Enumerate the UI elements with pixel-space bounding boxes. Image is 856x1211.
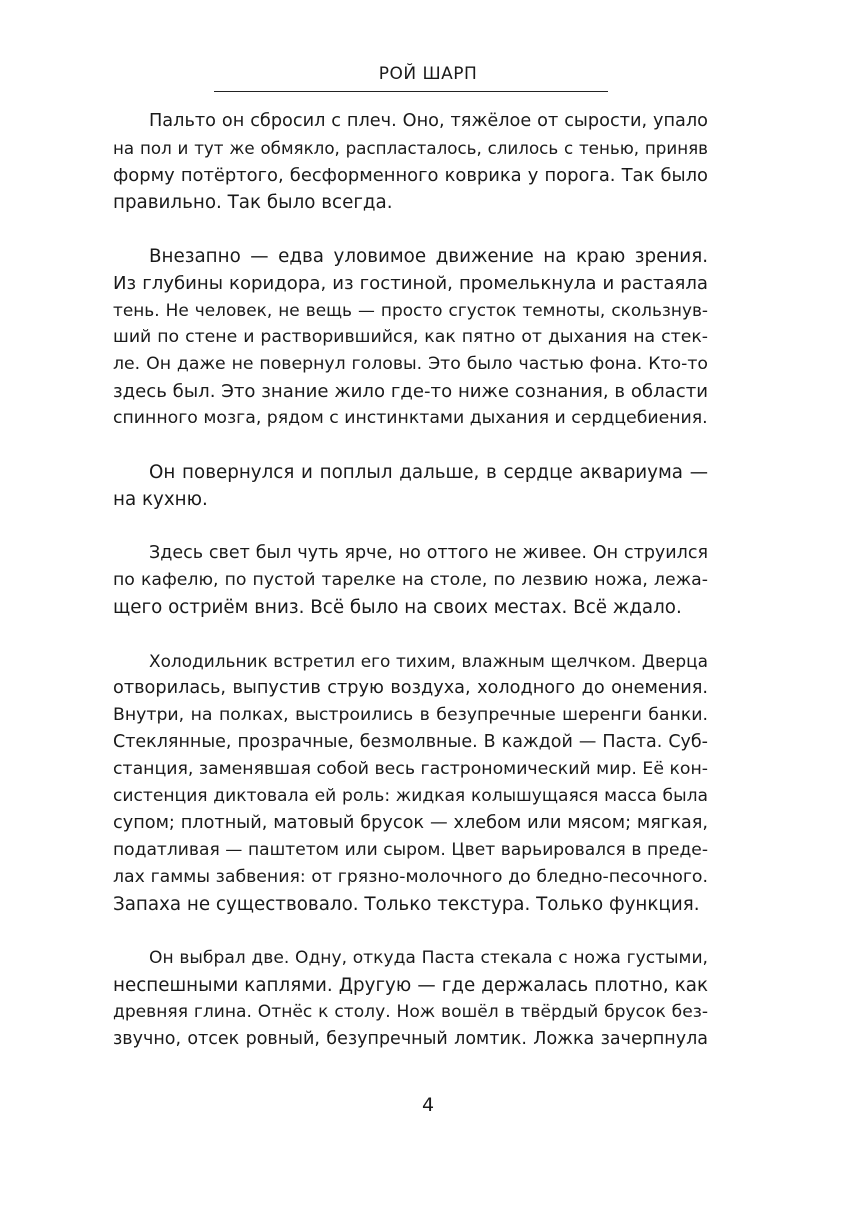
text-line: щего остриём вниз. Всё было на своих местах. Всё ждало. — [113, 597, 682, 618]
text-line: на пол и тут же обмякло, распласталось, слилось с тенью, приняв — [113, 138, 708, 158]
paragraph — [113, 243, 708, 432]
text-line: податливая — паштетом или сыром. Цвет варьировался в преде- — [113, 840, 708, 860]
paragraph-gap — [113, 216, 708, 243]
paragraph-gap — [113, 621, 708, 648]
text-line: форму потёртого, бесформенного коврика у порога. Так было — [113, 165, 708, 186]
page-number: 4 — [421, 1094, 435, 1116]
text-line: по кафелю, по пустой тарелке на столе, по лезвию ножа, лежа- — [113, 570, 708, 590]
text-line: правильно. Так было всегда. — [113, 192, 393, 213]
text-line: Запаха не существовало. Только текстура. Только функция. — [113, 894, 700, 915]
text-line: древняя глина. Отнёс к столу. Нож вошёл в твёрдый брусок без- — [113, 1002, 708, 1022]
text-line: Стеклянные, прозрачные, безмолвные. В каждой — Паста. Суб- — [113, 732, 708, 752]
text-line: на кухню. — [113, 489, 208, 510]
paragraph — [113, 540, 708, 621]
paragraph — [113, 108, 708, 216]
text-line: Пальто он сбросил с плеч. Оно, тяжёлое от сырости, упало — [149, 111, 708, 131]
text-line: Он повернулся и поплыл дальше, в сердце аквариума — — [149, 462, 708, 483]
text-line: Холодильник встретил его тихим, влажным щелчком. Дверца — [149, 651, 708, 671]
text-line: станция, заменявшая собой весь гастрономический мир. Её кон- — [113, 759, 708, 779]
text-line: ле. Он даже не повернул головы. Это было частью фона. Кто-то — [113, 354, 708, 374]
text-line: тень. Не человек, не вещь — просто сгусток темноты, скользнув- — [113, 300, 708, 320]
text-line: супом; плотный, матовый брусок — хлебом или мясом; мягкая, — [113, 813, 708, 833]
header-rule — [214, 91, 608, 92]
text-line: Внутри, на полках, выстроились в безупречные шеренги банки. — [113, 705, 708, 725]
paragraph-gap — [113, 513, 708, 540]
text-line: Он выбрал две. Одну, откуда Паста стекала с ножа густыми, — [149, 948, 708, 968]
body-text — [113, 108, 708, 1053]
text-line: отворилась, выпустив струю воздуха, холодного до онемения. — [113, 678, 708, 698]
text-line: неспешными каплями. Другую — где держалась плотно, как — [113, 975, 708, 996]
paragraph-gap — [113, 432, 708, 459]
paragraph — [113, 648, 708, 918]
text-line: ший по стене и растворившийся, как пятно от дыхания на стек- — [113, 327, 708, 347]
text-line: лах гаммы забвения: от грязно-молочного до бледно-песочного. — [113, 867, 708, 887]
paragraph-gap — [113, 918, 708, 945]
text-line: Внезапно — едва уловимое движение на краю зрения. — [149, 246, 708, 267]
text-line: Из глубины коридора, из гостиной, промелькнула и растаяла — [113, 273, 708, 294]
text-line: спинного мозга, рядом с инстинктами дыхания и сердцебиения. — [113, 408, 708, 428]
text-line: Здесь свет был чуть ярче, но оттого не живее. Он струился — [149, 543, 708, 563]
text-line: звучно, отсек ровный, безупречный ломтик. Ложка зачерпнула — [113, 1029, 708, 1049]
paragraph — [113, 459, 708, 513]
paragraph — [113, 945, 708, 1053]
text-line: систенция диктовала ей роль: жидкая колышущаяся масса была — [113, 786, 708, 806]
running-head: РОЙ ШАРП — [378, 64, 478, 84]
text-line: здесь был. Это знание жило где-то ниже сознания, в области — [113, 381, 708, 402]
